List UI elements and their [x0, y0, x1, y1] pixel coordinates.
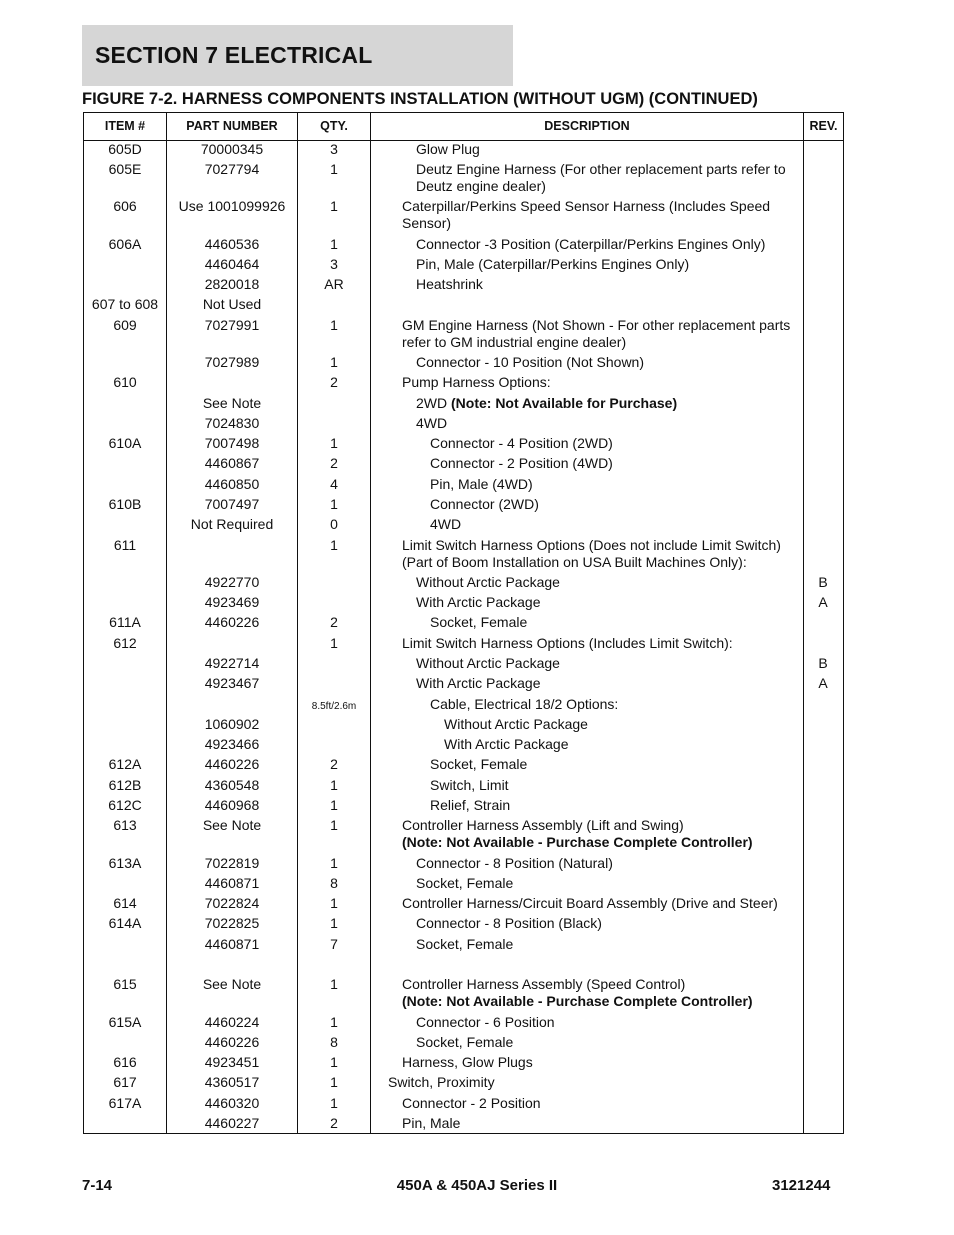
part-number: 7024830: [204, 415, 260, 431]
parts-table: [83, 112, 844, 1134]
description-text: Pin, Male (4WD): [430, 476, 533, 492]
header-item: ITEM #: [104, 119, 146, 133]
item-number: 609: [113, 317, 137, 333]
revision: B: [818, 655, 828, 671]
description-text: Glow Plug: [416, 141, 480, 157]
quantity: 1: [330, 976, 338, 992]
description-text: Without Arctic Package: [416, 655, 560, 671]
description: [402, 895, 832, 912]
quantity: 8: [330, 1034, 338, 1050]
footer-model: 450A & 450AJ Series II: [396, 1177, 558, 1194]
description-text: Switch, Limit: [430, 777, 509, 793]
description-text: With Arctic Package: [444, 736, 569, 752]
doc-number: 3121244: [772, 1177, 831, 1194]
quantity: 1: [330, 817, 338, 833]
description: [402, 1054, 832, 1071]
description-text: 2WD: [416, 395, 451, 411]
part-number: 70000345: [200, 141, 264, 157]
header-qty: QTY.: [320, 119, 348, 133]
description: [388, 1074, 818, 1091]
description-text: Without Arctic Package: [416, 574, 560, 590]
description: [402, 537, 832, 571]
description-text: Relief, Strain: [430, 797, 511, 813]
description-text: GM Engine Harness (Not Shown - For other replacement parts refer to GM industrial engine dealer): [402, 317, 791, 350]
item-number: 615A: [108, 1014, 142, 1030]
part-number: 4460871: [204, 936, 260, 952]
description: [402, 317, 832, 351]
description: [416, 655, 846, 672]
quantity: 2: [330, 455, 338, 471]
part-number: 4460226: [204, 614, 260, 630]
description: [416, 875, 846, 892]
part-number: 7027991: [204, 317, 260, 333]
part-number: 4922714: [204, 655, 260, 671]
part-number: Not Required: [190, 516, 274, 532]
description: [430, 696, 860, 713]
header-description: DESCRIPTION: [544, 119, 630, 133]
item-number: 606: [113, 198, 137, 214]
description-text: Harness, Glow Plugs: [402, 1054, 533, 1070]
header-part-number: PART NUMBER: [186, 119, 278, 133]
description-text: Controller Harness/Circuit Board Assembly (Drive and Steer): [402, 895, 778, 911]
description-text: Limit Switch Harness Options (Does not include Limit Switch) (Part of Boom Installation on USA Built Machines Only):: [402, 537, 781, 570]
description: [430, 435, 860, 452]
description-text: Without Arctic Package: [444, 716, 588, 732]
description-text: Socket, Female: [430, 756, 528, 772]
quantity: 1: [330, 537, 338, 553]
description: [444, 716, 874, 733]
quantity: 1: [330, 236, 338, 252]
description: [416, 161, 846, 195]
part-number: 4460320: [204, 1095, 260, 1111]
description-text: Pin, Male: [402, 1115, 461, 1131]
description-text: Limit Switch Harness Options (Includes Limit Switch):: [402, 635, 733, 651]
item-number: 611: [113, 537, 137, 553]
item-number: 613A: [108, 855, 142, 871]
description-text: Heatshrink: [416, 276, 483, 292]
description: [402, 198, 832, 232]
part-number: 7007497: [204, 496, 260, 512]
revision: B: [818, 574, 828, 590]
item-number: 612B: [108, 777, 142, 793]
revision: A: [818, 594, 828, 610]
part-number: 4460850: [204, 476, 260, 492]
description-text: Connector - 6 Position: [416, 1014, 555, 1030]
description: [402, 374, 832, 391]
description-text: Socket, Female: [430, 614, 528, 630]
quantity: 8.5ft/2.6m: [311, 701, 357, 712]
part-number: 7022824: [204, 895, 260, 911]
quantity: 3: [330, 141, 338, 157]
part-number: 4460226: [204, 756, 260, 772]
description-text: With Arctic Package: [416, 675, 541, 691]
description: [416, 1034, 846, 1051]
item-number: 607 to 608: [91, 296, 159, 312]
quantity: 2: [330, 614, 338, 630]
quantity: 1: [330, 777, 338, 793]
description: [430, 516, 860, 533]
item-number: 612: [113, 635, 137, 651]
quantity: 1: [330, 161, 338, 177]
description-text: Switch, Proximity: [388, 1074, 495, 1090]
part-number: See Note: [202, 817, 262, 833]
description-text: Controller Harness Assembly (Speed Control): [402, 976, 686, 992]
section-title: SECTION 7 ELECTRICAL: [95, 42, 373, 68]
part-number: See Note: [202, 976, 262, 992]
description: [416, 855, 846, 872]
item-number: 612A: [108, 756, 142, 772]
description-note: (Note: Not Available - Purchase Complete Controller): [402, 834, 753, 850]
part-number: 7022825: [204, 915, 260, 931]
quantity: 3: [330, 256, 338, 272]
description-note: (Note: Not Available for Purchase): [451, 395, 678, 411]
part-number: 4460536: [204, 236, 260, 252]
description-text: Controller Harness Assembly (Lift and Swing): [402, 817, 684, 833]
description: [416, 594, 846, 611]
part-number: 7022819: [204, 855, 260, 871]
description: [416, 395, 846, 412]
description: [416, 574, 846, 591]
part-number: 4360548: [204, 777, 260, 793]
description-text: Socket, Female: [416, 875, 514, 891]
item-number: 606A: [108, 236, 142, 252]
part-number: 4923451: [204, 1054, 260, 1070]
description: [444, 736, 874, 753]
description-text: Pump Harness Options:: [402, 374, 551, 390]
description: [430, 614, 860, 631]
quantity: 1: [330, 855, 338, 871]
part-number: 7007498: [204, 435, 260, 451]
quantity: AR: [324, 276, 344, 292]
section-header: [82, 25, 513, 86]
quantity: 8: [330, 875, 338, 891]
part-number: 4923469: [204, 594, 260, 610]
description-text: Connector - 2 Position: [402, 1095, 541, 1111]
description: [402, 1095, 832, 1112]
part-number: 4460871: [204, 875, 260, 891]
part-number: 4460968: [204, 797, 260, 813]
part-number: 4923466: [204, 736, 260, 752]
header-rev: REV.: [809, 119, 838, 133]
quantity: 1: [330, 198, 338, 214]
description: [416, 936, 846, 953]
part-number: 1060902: [204, 716, 260, 732]
part-number: Use 1001099926: [178, 198, 286, 214]
description: [416, 354, 846, 371]
description: [402, 976, 832, 1010]
part-number: 4360517: [204, 1074, 260, 1090]
item-number: 615: [113, 976, 137, 992]
description-text: Connector - 4 Position (2WD): [430, 435, 613, 451]
item-number: 605E: [108, 161, 142, 177]
item-number: 616: [113, 1054, 137, 1070]
part-number: 4922770: [204, 574, 260, 590]
description-note: (Note: Not Available - Purchase Complete Controller): [402, 993, 753, 1009]
description-text: Socket, Female: [416, 936, 514, 952]
part-number: 4923467: [204, 675, 260, 691]
item-number: 611A: [109, 614, 141, 630]
quantity: 2: [330, 1115, 338, 1131]
quantity: 4: [330, 476, 338, 492]
description: [430, 756, 860, 773]
description: [430, 797, 860, 814]
description-text: Connector (2WD): [430, 496, 539, 512]
description-text: Deutz Engine Harness (For other replacement parts refer to Deutz engine dealer): [416, 161, 786, 194]
description-text: Connector - 2 Position (4WD): [430, 455, 613, 471]
item-number: 612C: [108, 797, 142, 813]
part-number: 4460867: [204, 455, 260, 471]
description-text: Connector - 8 Position (Black): [416, 915, 602, 931]
description: [416, 141, 846, 158]
item-number: 617A: [108, 1095, 142, 1111]
item-number: 610: [113, 374, 137, 390]
quantity: 7: [330, 936, 338, 952]
quantity: 1: [330, 1014, 338, 1030]
part-number: 4460227: [204, 1115, 260, 1131]
table-header: [84, 113, 843, 141]
item-number: 613: [113, 817, 137, 833]
quantity: 1: [330, 317, 338, 333]
column-divider: [370, 113, 371, 1133]
description-text: Pin, Male (Caterpillar/Perkins Engines Only): [416, 256, 690, 272]
description-text: Caterpillar/Perkins Speed Sensor Harness (Includes Speed Sensor): [402, 198, 771, 231]
revision: A: [818, 675, 828, 691]
part-number: 2820018: [204, 276, 260, 292]
quantity: 1: [330, 496, 338, 512]
item-number: 614: [113, 895, 137, 911]
quantity: 1: [330, 1054, 338, 1070]
quantity: 2: [330, 374, 338, 390]
description: [402, 1115, 832, 1132]
description: [416, 415, 846, 432]
description: [416, 915, 846, 932]
quantity: 1: [330, 1095, 338, 1111]
description-text: Connector - 8 Position (Natural): [416, 855, 613, 871]
quantity: 2: [330, 756, 338, 772]
description: [430, 777, 860, 794]
part-number: 7027989: [204, 354, 260, 370]
description-text: Socket, Female: [416, 1034, 514, 1050]
item-number: 610B: [108, 496, 142, 512]
item-number: 617: [113, 1074, 137, 1090]
quantity: 1: [330, 797, 338, 813]
figure-title: FIGURE 7-2. HARNESS COMPONENTS INSTALLATION (WITHOUT UGM) (CONTINUED): [82, 90, 758, 108]
description: [416, 236, 846, 253]
description-text: 4WD: [416, 415, 448, 431]
description-text: With Arctic Package: [416, 594, 541, 610]
page-number: 7-14: [82, 1177, 113, 1194]
quantity: 1: [330, 354, 338, 370]
part-number: 4460464: [204, 256, 260, 272]
description: [416, 675, 846, 692]
description: [430, 455, 860, 472]
part-number: 4460226: [204, 1034, 260, 1050]
description: [402, 817, 832, 851]
item-number: 614A: [108, 915, 142, 931]
quantity: 1: [330, 1074, 338, 1090]
part-number: See Note: [202, 395, 262, 411]
quantity: 0: [330, 516, 338, 532]
item-number: 605D: [108, 141, 142, 157]
item-number: 610A: [108, 435, 142, 451]
description: [416, 1014, 846, 1031]
quantity: 1: [330, 895, 338, 911]
description: [416, 276, 846, 293]
description-text: Connector -3 Position (Caterpillar/Perkins Engines Only): [416, 236, 766, 252]
part-number: 7027794: [204, 161, 260, 177]
part-number: 4460224: [204, 1014, 260, 1030]
quantity: 1: [330, 635, 338, 651]
description-text: Cable, Electrical 18/2 Options:: [430, 696, 619, 712]
quantity: 1: [330, 435, 338, 451]
quantity: 1: [330, 915, 338, 931]
description-text: Connector - 10 Position (Not Shown): [416, 354, 644, 370]
part-number: Not Used: [202, 296, 262, 312]
description: [430, 496, 860, 513]
description: [402, 635, 832, 652]
description-text: 4WD: [430, 516, 462, 532]
description: [416, 256, 846, 273]
description: [430, 476, 860, 493]
